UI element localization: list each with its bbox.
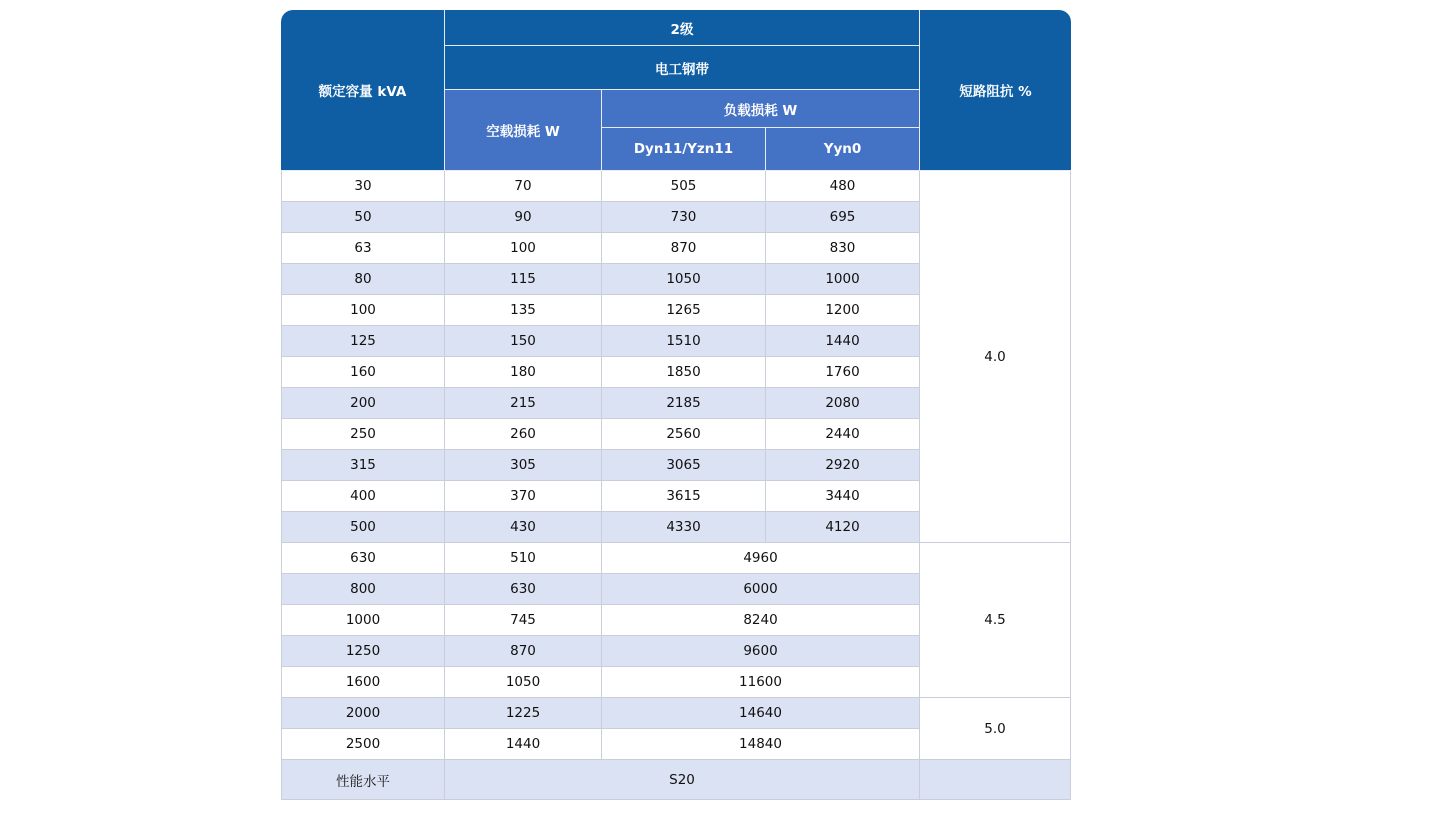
no-load-cell: 260 xyxy=(445,419,602,450)
capacity-cell: 100 xyxy=(281,295,445,326)
load-loss-cell: 4960 xyxy=(602,543,920,574)
dyn11-cell: 1510 xyxy=(602,326,766,357)
table-row xyxy=(281,698,1071,729)
no-load-cell: 100 xyxy=(445,233,602,264)
yyn0-cell: 480 xyxy=(766,171,920,202)
load-loss-cell: 11600 xyxy=(602,667,920,698)
dyn11-cell: 3615 xyxy=(602,481,766,512)
dyn11-cell: 2560 xyxy=(602,419,766,450)
transformer-loss-table xyxy=(281,10,1071,800)
load-loss-cell: 6000 xyxy=(602,574,920,605)
header-material: 电工钢带 xyxy=(445,46,920,90)
impedance-cell: 5.0 xyxy=(920,698,1071,760)
no-load-cell: 90 xyxy=(445,202,602,233)
table-row xyxy=(281,171,1071,202)
impedance-cell: 4.5 xyxy=(920,543,1071,698)
yyn0-cell: 2440 xyxy=(766,419,920,450)
capacity-cell: 125 xyxy=(281,326,445,357)
yyn0-cell: 3440 xyxy=(766,481,920,512)
no-load-cell: 305 xyxy=(445,450,602,481)
load-loss-cell: 14840 xyxy=(602,729,920,760)
yyn0-cell: 4120 xyxy=(766,512,920,543)
load-loss-cell: 14640 xyxy=(602,698,920,729)
load-loss-cell: 9600 xyxy=(602,636,920,667)
capacity-cell: 1250 xyxy=(281,636,445,667)
no-load-cell: 510 xyxy=(445,543,602,574)
no-load-cell: 1050 xyxy=(445,667,602,698)
capacity-cell: 80 xyxy=(281,264,445,295)
yyn0-cell: 1440 xyxy=(766,326,920,357)
no-load-cell: 745 xyxy=(445,605,602,636)
header-no-load-loss: 空载损耗 W xyxy=(445,90,602,171)
header-load-loss: 负载损耗 W xyxy=(602,90,920,128)
header-rated-capacity: 额定容量 kVA xyxy=(281,10,445,171)
capacity-cell: 400 xyxy=(281,481,445,512)
performance-row xyxy=(281,760,1071,800)
capacity-cell: 200 xyxy=(281,388,445,419)
capacity-cell: 800 xyxy=(281,574,445,605)
no-load-cell: 150 xyxy=(445,326,602,357)
performance-value: S20 xyxy=(445,760,920,800)
yyn0-cell: 695 xyxy=(766,202,920,233)
header-dyn11: Dyn11/Yzn11 xyxy=(602,128,766,171)
no-load-cell: 70 xyxy=(445,171,602,202)
capacity-cell: 1600 xyxy=(281,667,445,698)
capacity-cell: 250 xyxy=(281,419,445,450)
table-header xyxy=(281,10,1071,171)
no-load-cell: 180 xyxy=(445,357,602,388)
no-load-cell: 370 xyxy=(445,481,602,512)
yyn0-cell: 1760 xyxy=(766,357,920,388)
load-loss-cell: 8240 xyxy=(602,605,920,636)
dyn11-cell: 4330 xyxy=(602,512,766,543)
capacity-cell: 1000 xyxy=(281,605,445,636)
impedance-cell: 4.0 xyxy=(920,171,1071,543)
yyn0-cell: 2920 xyxy=(766,450,920,481)
yyn0-cell: 830 xyxy=(766,233,920,264)
capacity-cell: 315 xyxy=(281,450,445,481)
yyn0-cell: 1200 xyxy=(766,295,920,326)
dyn11-cell: 2185 xyxy=(602,388,766,419)
no-load-cell: 215 xyxy=(445,388,602,419)
header-grade: 2级 xyxy=(445,10,920,46)
no-load-cell: 630 xyxy=(445,574,602,605)
capacity-cell: 630 xyxy=(281,543,445,574)
dyn11-cell: 1850 xyxy=(602,357,766,388)
performance-label: 性能水平 xyxy=(281,760,445,800)
capacity-cell: 30 xyxy=(281,171,445,202)
no-load-cell: 870 xyxy=(445,636,602,667)
table-row xyxy=(281,543,1071,574)
dyn11-cell: 730 xyxy=(602,202,766,233)
no-load-cell: 1440 xyxy=(445,729,602,760)
dyn11-cell: 870 xyxy=(602,233,766,264)
capacity-cell: 2000 xyxy=(281,698,445,729)
capacity-cell: 2500 xyxy=(281,729,445,760)
no-load-cell: 115 xyxy=(445,264,602,295)
capacity-cell: 63 xyxy=(281,233,445,264)
capacity-cell: 50 xyxy=(281,202,445,233)
yyn0-cell: 2080 xyxy=(766,388,920,419)
capacity-cell: 500 xyxy=(281,512,445,543)
capacity-cell: 160 xyxy=(281,357,445,388)
header-impedance: 短路阻抗 % xyxy=(920,10,1071,171)
dyn11-cell: 505 xyxy=(602,171,766,202)
yyn0-cell: 1000 xyxy=(766,264,920,295)
dyn11-cell: 3065 xyxy=(602,450,766,481)
performance-extra xyxy=(920,760,1071,800)
no-load-cell: 135 xyxy=(445,295,602,326)
table-body xyxy=(281,171,1071,800)
no-load-cell: 430 xyxy=(445,512,602,543)
no-load-cell: 1225 xyxy=(445,698,602,729)
dyn11-cell: 1050 xyxy=(602,264,766,295)
spec-table-container xyxy=(281,10,1071,800)
header-yyn0: Yyn0 xyxy=(766,128,920,171)
dyn11-cell: 1265 xyxy=(602,295,766,326)
